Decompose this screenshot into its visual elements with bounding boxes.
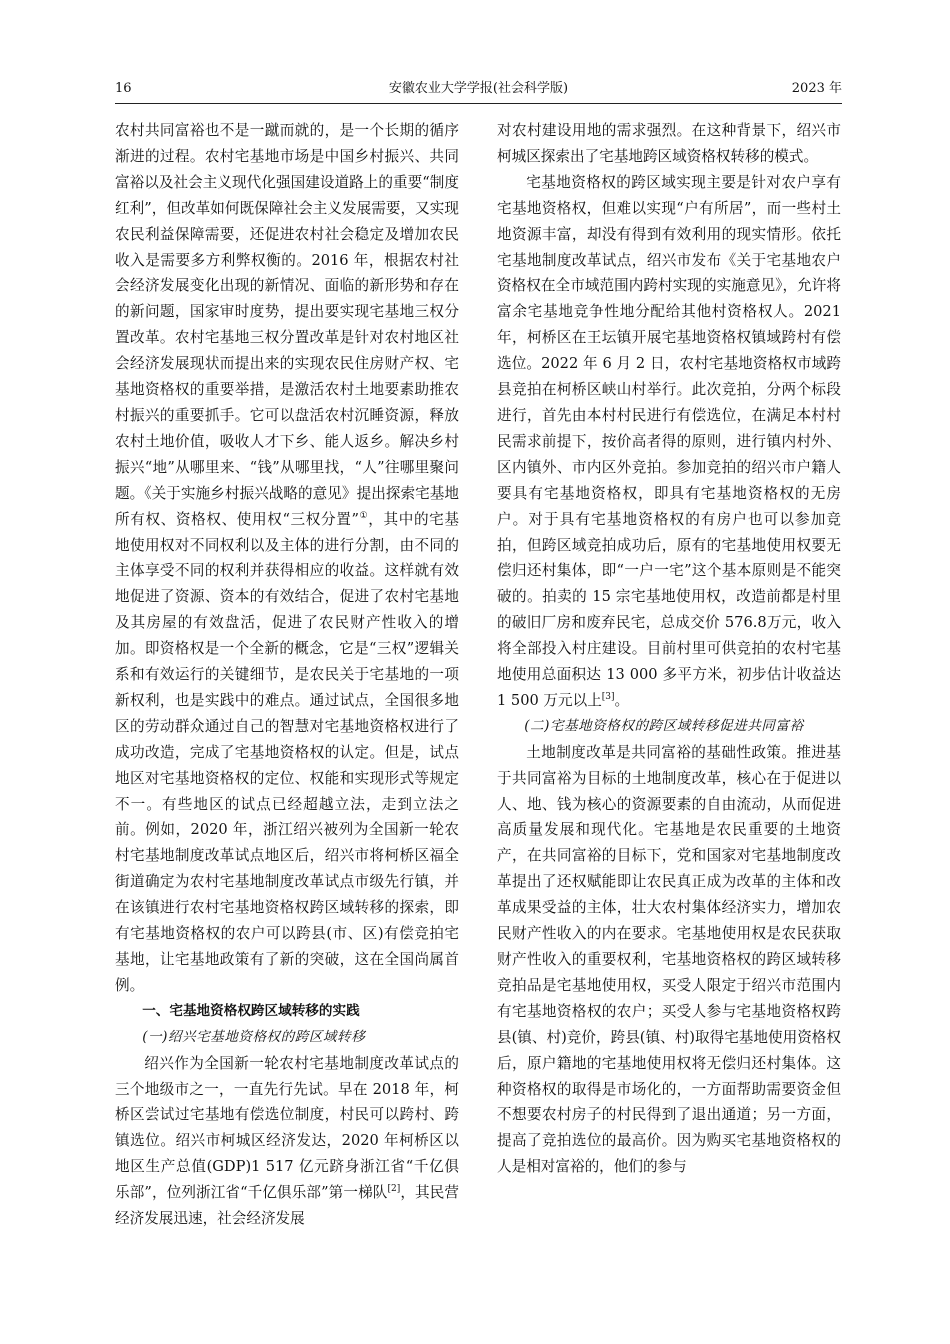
- paragraph-text: 农村共同富裕也不是一蹴而就的，是一个长期的循序渐进的过程。农村宅基地市场是中国乡村振兴、共同富裕以及社会主义现代化强国建设道路上的重要“制度红利”，但改革如何既保障社会主义发展需要，又实现农民利益保障需要，还促进农村社会稳定及增加农民收入是需要多方利弊权衡的。2016 年，根据农村社会经济发展变化出现的新情况、面临的新形势和存在的新问题，国家审时度势，提出要实现宅基地三权分置改革。农村宅基地三权分置改革是针对农村地区社会经济发展现状而提出来的实现农民住房财产权、宅基地资格权的重要举措，是激活农村土地要素助推农村振兴的重要抓手。它可以盘活农村沉睡资源，释放农村土地价值，吸收人才下乡、能人返乡。解决乡村振兴“地”从哪里来、“钱”从哪里找，“人”往哪里聚问题。《关于实施乡村振兴战略的意见》提出探索宅基地所有权、资格权、使用权“三权分置”: [115, 122, 459, 528]
- paragraph-text: 宅基地资格权的跨区域实现主要是针对农户享有宅基地资格权，但难以实现“户有所居”，而一些村土地资源丰富，却没有得到有效利用的现实情形。依托宅基地制度改革试点，绍兴市发布《关于宅基地农户资格权在全市域范围内跨村实现的实施意见》，允许将富余宅基地竞争性地分配给其他村资格权人。2021 年，柯桥区在王坛镇开展宅基地资格权镇域跨村有偿选位。2022 年 6 月 2 日，农村宅基地资格权市域跨县竞拍在柯桥区峡山村举行。此次竞拍，分两个标段进行，首先由本村村民进行有偿选位，在满足本村村民需求前提下，按价高者得的原则，进行镇内村外、区内镇外、市内区外竞拍。参加竞拍的绍兴市户籍人要具有宅基地资格权，即具有宅基地资格权的无房户。对于具有宅基地资格权的有房户也可以参加竞拍，但跨区域竞拍成功后，原有的宅基地使用权要无偿归还村集体，即“一户一宅”这个基本原则是不能突破的。拍卖的 15 宗宅基地使用权，改造前都是村里的破旧厂房和废弃民宅，总成交价 576.8万元，收入将全部投入村庄建设。目前村里可供竞拍的农村宅基地使用总面积达 13 000 多平方米，初步估计收益达 1 500 万元以上: [497, 173, 841, 709]
- paragraph-text: ，其中的宅基地使用权对不同权利以及主体的进行分割，由不同的主体享受不同的权利并获得相应的收益。这样就有效地促进了资源、资本的有效结合，促进了农村宅基地及其房屋的有效盘活，促进了农民财产性收入的增加。即资格权是一个全新的概念，它是“三权”逻辑关系和有效运行的关键细节，是农民关于宅基地的一项新权利，也是实践中的难点。通过试点，全国很多地区的劳动群众通过自己的智慧对宅基地资格权进行了成功改造，完成了宅基地资格权的认定。但是，试点地区对宅基地资格权的定位、权能和实现形式等规定不一。有些地区的试点已经超越立法，走到立法之前。例如，2020 年，浙江绍兴被列为全国新一轮农村宅基地制度改革试点地区后，绍兴市将柯桥区福全街道确定为农村宅基地制度改革试点市级先行镇，并在该镇进行农村宅基地资格权跨区域转移的探索，即有宅基地资格权的农户可以跨县(市、区)有偿竞拍宅基地，让宅基地政策有了新的突破，这在全国尚属首例。: [115, 510, 459, 994]
- paragraph-text: 绍兴作为全国新一轮农村宅基地制度改革试点的三个地级市之一，一直先行先试。早在 2018 年，柯桥区尝试过宅基地有偿选位制度，村民可以跨村、跨镇选位。绍兴市柯城区经济发达，2020 年柯桥区以地区生产总值(GDP)1 517 亿元跻身浙江省“千亿俱乐部”，位列浙江省“千亿俱乐部”第一梯队: [115, 1054, 459, 1202]
- footnote-marker[interactable]: ①: [358, 510, 369, 521]
- paragraph: 对农村建设用地的需求强烈。在这种背景下，绍兴市柯城区探索出了宅基地跨区域资格权转移的模式。: [497, 122, 841, 165]
- paragraph: [497, 170, 841, 714]
- paragraph: 土地制度改革是共同富裕的基础性政策。推进基于共同富裕为目标的土地制度改革，核心在于促进以人、地、钱为核心的资源要素的自由流动，从而促进高质量发展和现代化。宅基地是农民重要的土地资产，在共同富裕的目标下，党和国家对宅基地制度改革提出了还权赋能即让农民真正成为改革的主体和改革成果受益的主体，壮大农村集体经济实力，增加农民财产性收入的内在要求。宅基地使用权是农民获取财产性收入的重要权利，宅基地资格权的跨区域转移竞拍品是宅基地使用权，买受人限定于绍兴市范围内有宅基地资格权的农户；买受人参与宅基地资格权跨县(镇、村)竞价，跨县(镇、村)取得宅基地使用资格权后，原户籍地的宅基地使用权将无偿归还村集体。这种资格权的取得是市场化的，一方面帮助需要资金但不想要农村房子的村民得到了退出通道；另一方面，提高了竞拍选位的最高价。因为购买宅基地资格权的人是相对富裕的，他们的参与: [497, 743, 841, 1176]
- citation-marker[interactable]: [2]: [387, 1184, 401, 1195]
- header-rule: [115, 103, 842, 104]
- paragraph: [115, 118, 459, 999]
- running-header: [115, 78, 842, 100]
- page-number: 16: [115, 81, 132, 96]
- paragraph-text: ，其民营经济发展迅速，社会经济发展: [115, 1184, 459, 1228]
- publication-year: 2023 年: [791, 81, 842, 96]
- left-column: [115, 118, 459, 1232]
- journal-title: 安徽农业大学学报(社会科学版): [388, 81, 569, 96]
- section-heading: 一、宅基地资格权跨区域转移的实践: [142, 1002, 360, 1019]
- right-column: [497, 118, 841, 1180]
- subsection-heading: (一)绍兴宅基地资格权的跨区域转移: [142, 1028, 366, 1045]
- paragraph-text: 。: [614, 691, 630, 709]
- paragraph: [115, 1051, 459, 1232]
- citation-marker[interactable]: [3]: [601, 692, 615, 703]
- subsection-heading: (二)宅基地资格权的跨区域转移促进共同富裕: [524, 717, 804, 734]
